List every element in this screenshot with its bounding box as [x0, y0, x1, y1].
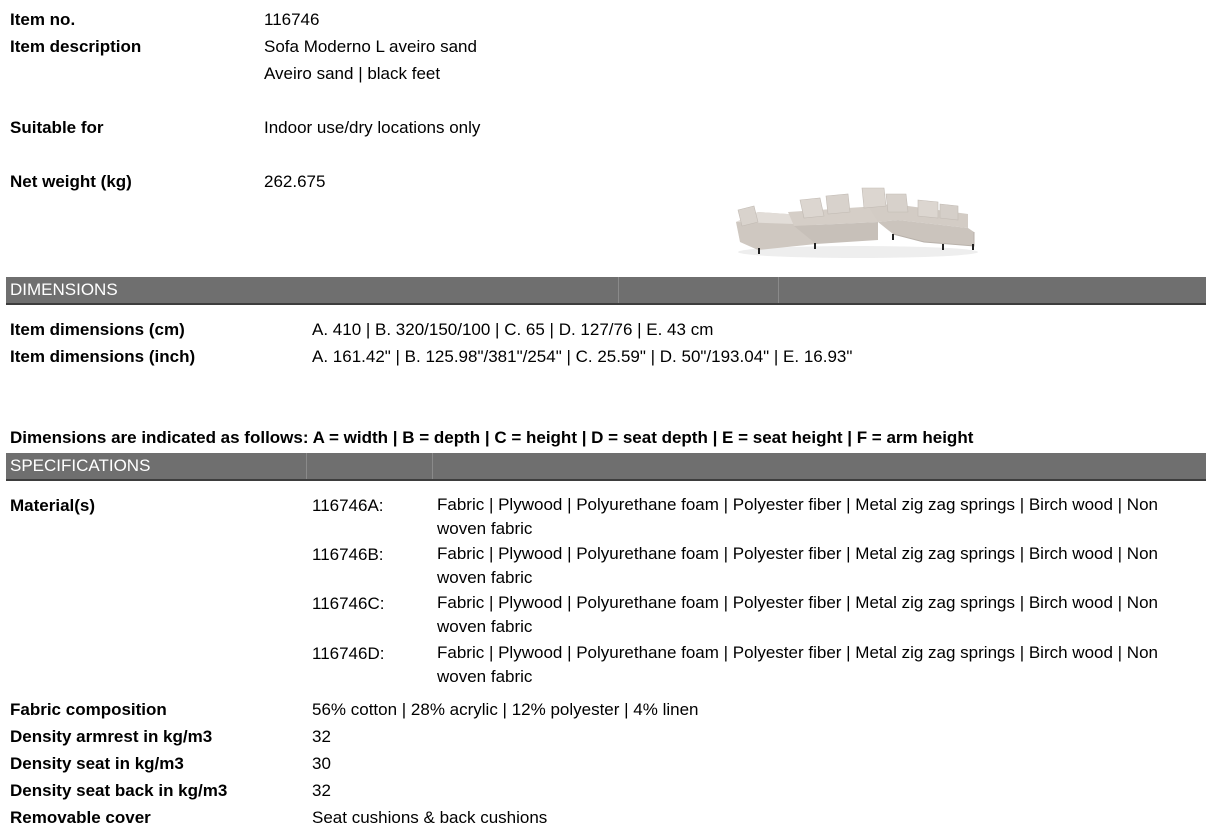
- item-description-label: Item description: [10, 37, 142, 56]
- dimensions-inch-label: Item dimensions (inch): [10, 347, 196, 366]
- fabric-composition-label: Fabric composition: [10, 700, 167, 719]
- density-seat-back-value: 32: [312, 781, 331, 800]
- specifications-section-header: [6, 453, 1206, 481]
- material-code: 116746C:: [312, 594, 385, 613]
- density-seat-back-label: Density seat back in kg/m3: [10, 781, 228, 800]
- materials-label: Material(s): [10, 496, 96, 515]
- material-code: 116746B:: [312, 545, 384, 564]
- density-armrest-label: Density armrest in kg/m3: [10, 727, 213, 746]
- material-code: 116746D:: [312, 644, 385, 663]
- item-description-line1: Sofa Moderno L aveiro sand: [264, 37, 477, 56]
- specifications-section-title: SPECIFICATIONS: [10, 456, 151, 475]
- density-armrest-value: 32: [312, 727, 331, 746]
- dimensions-section-header: [6, 277, 1206, 305]
- dimensions-legend: Dimensions are indicated as follows: A = width | B = depth | C = height | D = seat depth | E = seat height | F = arm height: [10, 428, 974, 447]
- removable-cover-label: Removable cover: [10, 808, 151, 827]
- material-text: Fabric | Plywood | Polyurethane foam | Polyester fiber | Metal zig zag springs | Birch wood | Non woven fabric: [437, 495, 1158, 538]
- material-text: Fabric | Plywood | Polyurethane foam | Polyester fiber | Metal zig zag springs | Birch wood | Non woven fabric: [437, 643, 1158, 686]
- item-no-label: Item no.: [10, 10, 76, 29]
- suitable-for-value: Indoor use/dry locations only: [264, 118, 481, 137]
- header-divider: [618, 277, 619, 303]
- item-description-line2: Aveiro sand | black feet: [264, 64, 441, 83]
- net-weight-value: 262.675: [264, 172, 326, 191]
- removable-cover-value: Seat cushions & back cushions: [312, 808, 548, 827]
- sofa-product-image: [728, 182, 982, 260]
- dimensions-cm-value: A. 410 | B. 320/150/100 | C. 65 | D. 127/76 | E. 43 cm: [312, 320, 714, 339]
- dimensions-cm-label: Item dimensions (cm): [10, 320, 185, 339]
- suitable-for-label: Suitable for: [10, 118, 104, 137]
- density-seat-label: Density seat in kg/m3: [10, 754, 184, 773]
- dimensions-inch-value: A. 161.42" | B. 125.98"/381"/254" | C. 25.59" | D. 50"/193.04" | E. 16.93": [312, 347, 853, 366]
- header-divider: [778, 277, 779, 303]
- header-divider: [432, 453, 433, 479]
- material-code: 116746A:: [312, 496, 384, 515]
- material-text: Fabric | Plywood | Polyurethane foam | Polyester fiber | Metal zig zag springs | Birch wood | Non woven fabric: [437, 593, 1158, 636]
- dimensions-section-title: DIMENSIONS: [10, 280, 118, 299]
- material-text: Fabric | Plywood | Polyurethane foam | Polyester fiber | Metal zig zag springs | Birch wood | Non woven fabric: [437, 544, 1158, 587]
- header-divider: [306, 453, 307, 479]
- density-seat-value: 30: [312, 754, 331, 773]
- item-no-value: 116746: [264, 10, 320, 29]
- fabric-composition-value: 56% cotton | 28% acrylic | 12% polyester | 4% linen: [312, 700, 699, 719]
- net-weight-label: Net weight (kg): [10, 172, 132, 191]
